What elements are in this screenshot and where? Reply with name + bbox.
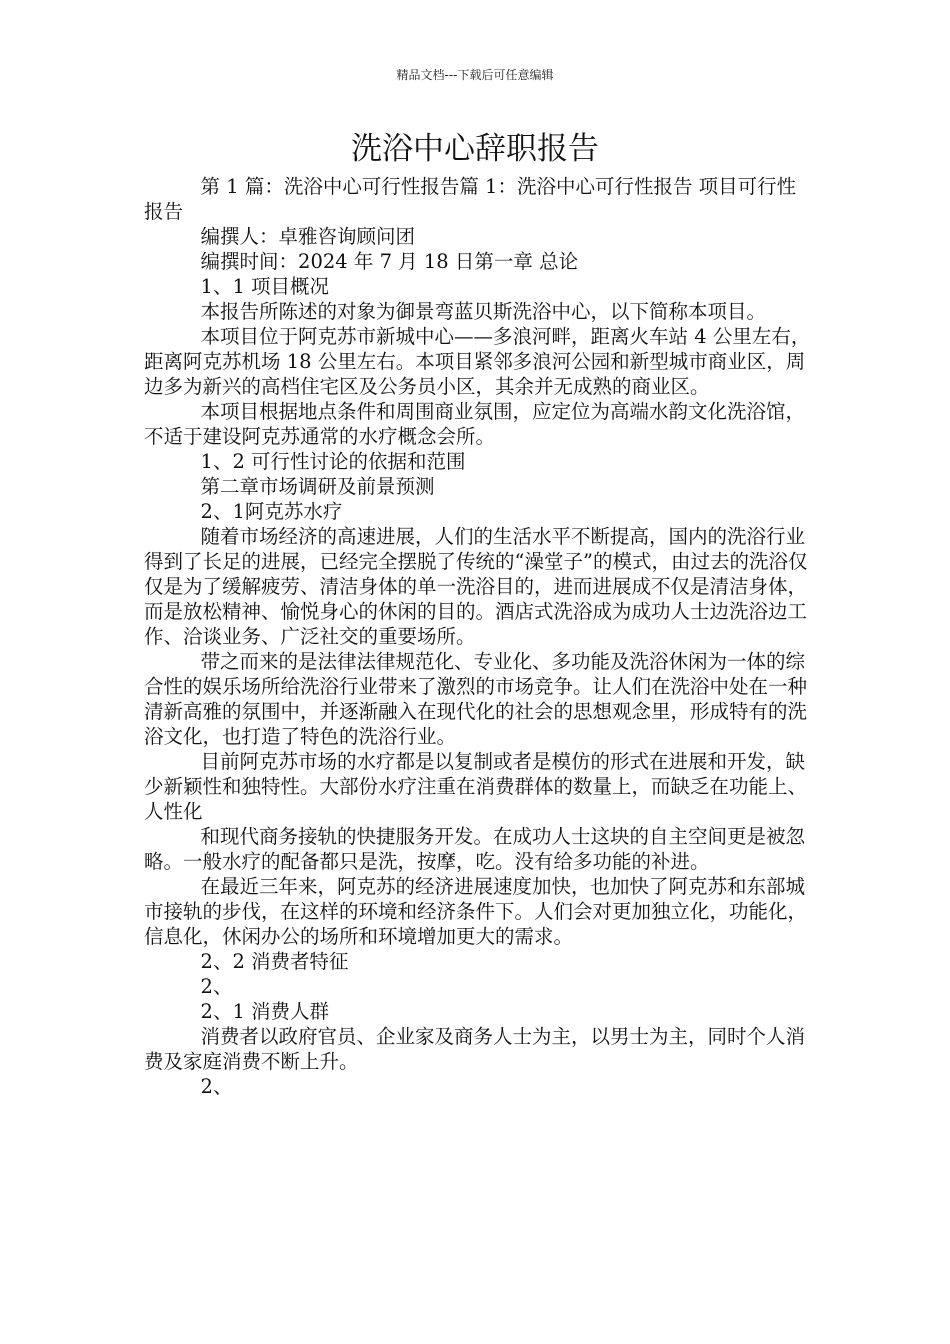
- paragraph: 带之而来的是法律法律规范化、专业化、多功能及洗浴休闲为一体的综合性的娱乐场所给洗浴行业带来了激烈的市场竞争。让人们在洗浴中处在一种清新高雅的氛围中，并逐渐融入在现代化的社会的思想观念里，形成特有的洗浴文化，也打造了特色的洗浴行业。: [144, 650, 808, 748]
- paragraph: 本报告所陈述的对象为御景弯蓝贝斯洗浴中心，以下简称本项目。: [200, 300, 767, 323]
- chapter-heading: 第二章市场调研及前景预测: [200, 475, 435, 498]
- paragraph: 第 1 篇：洗浴中心可行性报告篇 1：洗浴中心可行性报告 项目可行性报告: [144, 175, 797, 223]
- section-heading: 1、2 可行性讨论的依据和范围: [200, 450, 466, 473]
- section-heading: 2、: [200, 1075, 233, 1098]
- document-body: [144, 174, 814, 1099]
- section-heading: 2、1 消费人群: [200, 1000, 330, 1023]
- paragraph: 本项目根据地点条件和周围商业氛围，应定位为高端水韵文化洗浴馆，不适于建设阿克苏通常的水疗概念会所。: [144, 400, 806, 448]
- paragraph: 随着市场经济的高速进展，人们的生活水平不断提高，国内的洗浴行业得到了长足的进展，已经完全摆脱了传统的“澡堂子”的模式，由过去的洗浴仅仅是为了缓解疲劳、清洁身体的单一洗浴目的，进而进展成不仅是清洁身体，而是放松精神、愉悦身心的休闲的目的。酒店式洗浴成为成功人士边洗浴边工作、洽谈业务、广泛社交的重要场所。: [144, 525, 808, 648]
- page-header-note: 精品文档---下载后可任意编辑: [396, 68, 554, 82]
- document-title: 洗浴中心辞职报告: [351, 131, 599, 167]
- paragraph: 消费者以政府官员、企业家及商务人士为主，以男士为主，同时个人消费及家庭消费不断上升。: [144, 1025, 806, 1073]
- paragraph: 在最近三年来，阿克苏的经济进展速度加快，也加快了阿克苏和东部城市接轨的步伐，在这样的环境和经济条件下。人们会对更加独立化，功能化，信息化，休闲办公的场所和环境增加更大的需求。: [144, 875, 808, 948]
- paragraph: 编撰时间：2024 年 7 月 18 日第一章 总论: [200, 250, 579, 273]
- paragraph: 目前阿克苏市场的水疗都是以复制或者是模仿的形式在进展和开发，缺少新颖性和独特性。大部份水疗注重在消费群体的数量上，而缺乏在功能上、人性化: [144, 750, 808, 823]
- section-heading: 2、2 消费者特征: [200, 950, 349, 973]
- paragraph: 和现代商务接轨的快捷服务开发。在成功人士这块的自主空间更是被忽略。一般水疗的配备都只是洗，按摩，吃。没有给多功能的补进。: [144, 825, 806, 873]
- paragraph: 本项目位于阿克苏市新城中心——多浪河畔，距离火车站 4 公里左右，距离阿克苏机场 18 公里左右。本项目紧邻多浪河公园和新型城市商业区，周边多为新兴的高档住宅区及公务员小区，其余并无成熟的商业区。: [144, 325, 811, 398]
- section-heading: 1、1 项目概况: [200, 275, 330, 298]
- section-heading: 2、1阿克苏水疗: [200, 500, 343, 523]
- section-heading: 2、: [200, 975, 233, 998]
- paragraph: 编撰人：卓雅咨询顾问团: [200, 225, 416, 248]
